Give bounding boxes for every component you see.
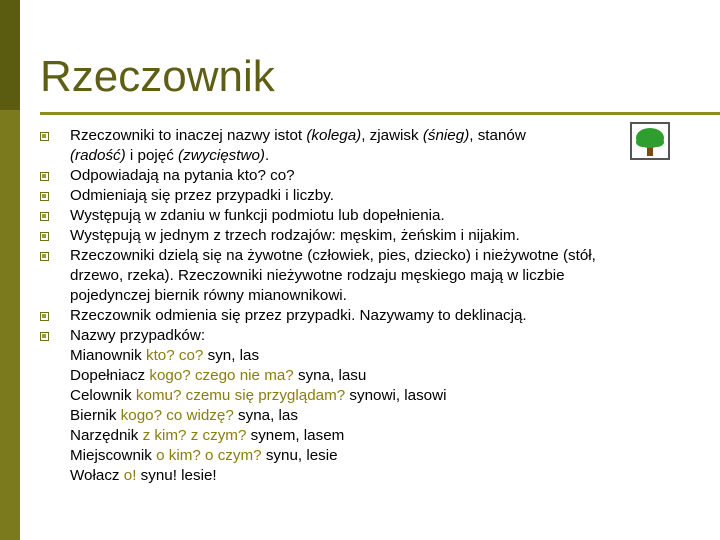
case-name: Biernik bbox=[70, 407, 121, 424]
list-item bbox=[40, 226, 640, 246]
case-name: Miejscownik bbox=[70, 447, 157, 464]
case-question: kto? co? bbox=[145, 347, 204, 364]
item-text: Rzeczowniki to inaczej nazwy istot bbox=[70, 127, 307, 144]
list-item bbox=[40, 126, 640, 166]
case-line bbox=[70, 466, 640, 486]
example-text: (śnieg) bbox=[422, 127, 470, 144]
item-text: Odmieniają się przez przypadki i liczby. bbox=[70, 187, 334, 204]
list-item bbox=[40, 306, 640, 326]
case-question: kogo? czego nie ma? bbox=[149, 367, 294, 384]
example-text: (radość) bbox=[70, 147, 126, 164]
case-name: Mianownik bbox=[70, 347, 146, 364]
case-example: synowi, lasowi bbox=[345, 387, 447, 404]
bullet-icon bbox=[40, 332, 49, 341]
case-line bbox=[70, 426, 640, 446]
list-item bbox=[40, 186, 640, 206]
case-name: Wołacz bbox=[70, 467, 124, 484]
case-question: z kim? z czym? bbox=[142, 427, 247, 444]
cases-heading: Nazwy przypadków: bbox=[70, 327, 206, 344]
case-example: syna, lasu bbox=[293, 367, 367, 384]
example-text: (kolega) bbox=[306, 127, 362, 144]
case-name: Narzędnik bbox=[70, 427, 143, 444]
case-line bbox=[70, 346, 640, 366]
item-text: Występują w zdaniu w funkcji podmiotu lub dopełnienia. bbox=[70, 207, 445, 224]
case-line bbox=[70, 366, 640, 386]
list-item bbox=[40, 246, 640, 306]
list-item bbox=[40, 166, 640, 186]
item-text: Rzeczownik odmienia się przez przypadki. Nazywamy to deklinacją. bbox=[70, 307, 527, 324]
case-example: syn, las bbox=[203, 347, 260, 364]
case-name: Celownik bbox=[70, 387, 136, 404]
item-text: . bbox=[264, 147, 270, 164]
item-text: , stanów bbox=[469, 127, 526, 144]
bullet-icon bbox=[40, 192, 49, 201]
case-example: synu! lesie! bbox=[136, 467, 217, 484]
bullet-icon bbox=[40, 252, 49, 261]
item-text: Rzeczowniki dzielą się na żywotne (człowiek, pies, dziecko) i nieżywotne (stół, drzewo, rzeka). Rzeczowniki nieżywotne rodzaju męskiego mają w liczbie pojedynczej biernik równy mianownikowi. bbox=[70, 247, 596, 304]
title-underline bbox=[40, 112, 720, 115]
item-text: Odpowiadają na pytania kto? co? bbox=[70, 167, 295, 184]
bullet-icon bbox=[40, 212, 49, 221]
case-question: komu? czemu się przyglądam? bbox=[135, 387, 346, 404]
sidebar-bar bbox=[0, 0, 20, 540]
item-text: i pojęć bbox=[125, 147, 179, 164]
bullet-icon bbox=[40, 132, 49, 141]
bullet-list bbox=[40, 126, 640, 486]
case-question: o! bbox=[123, 467, 137, 484]
bullet-icon bbox=[40, 312, 49, 321]
item-text: Występują w jednym z trzech rodzajów: męskim, żeńskim i nijakim. bbox=[70, 227, 520, 244]
item-text: , zjawisk bbox=[361, 127, 423, 144]
list-item-cases bbox=[40, 326, 640, 486]
case-line bbox=[70, 386, 640, 406]
list-item bbox=[40, 206, 640, 226]
case-example: synem, lasem bbox=[246, 427, 345, 444]
case-line bbox=[70, 446, 640, 466]
case-question: kogo? co widzę? bbox=[120, 407, 234, 424]
case-example: synu, lesie bbox=[261, 447, 338, 464]
bullet-icon bbox=[40, 232, 49, 241]
slide-title: Rzeczownik bbox=[40, 52, 275, 101]
case-question: o kim? o czym? bbox=[156, 447, 262, 464]
bullet-icon bbox=[40, 172, 49, 181]
example-text: (zwycięstwo) bbox=[178, 147, 265, 164]
case-name: Dopełniacz bbox=[70, 367, 150, 384]
case-example: syna, las bbox=[233, 407, 298, 424]
case-line bbox=[70, 406, 640, 426]
